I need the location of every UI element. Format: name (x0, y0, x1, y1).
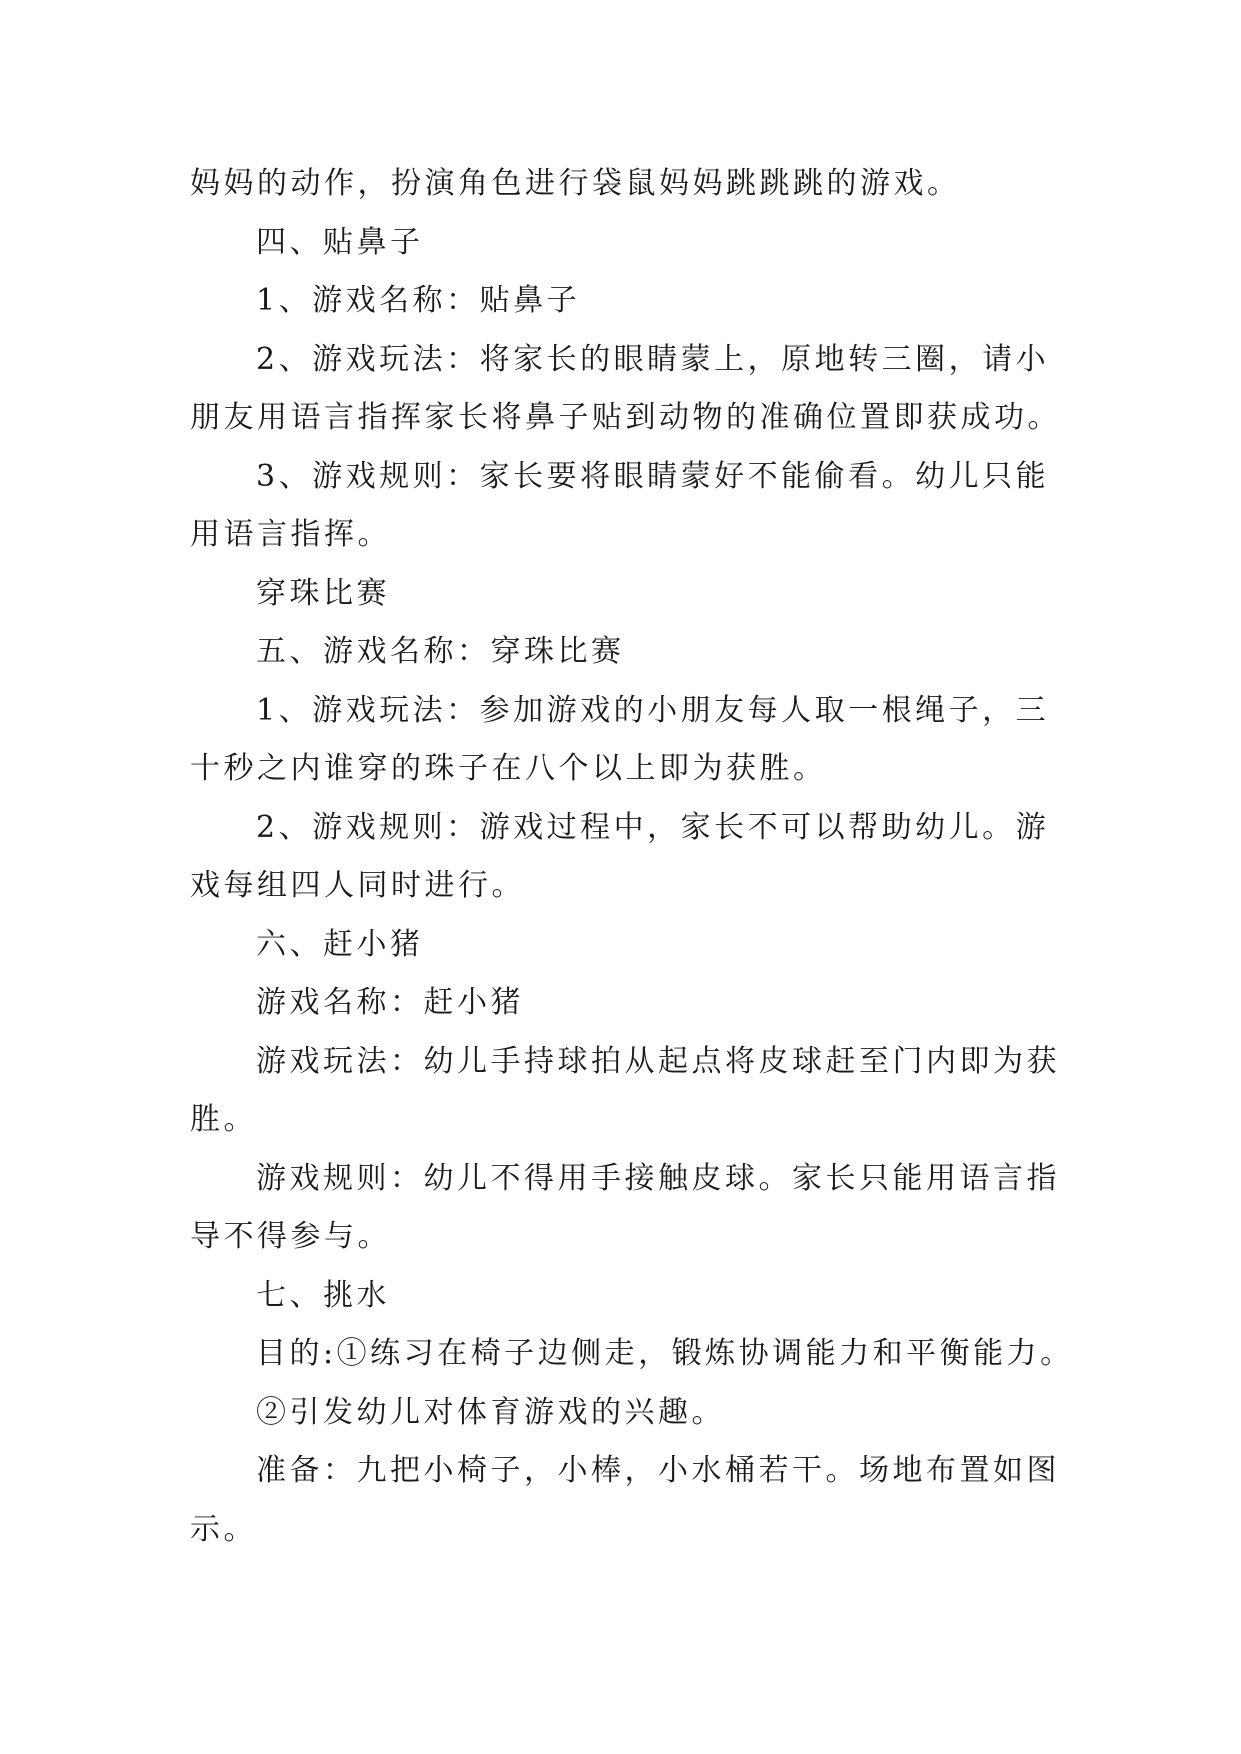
text-line: 五、游戏名称：穿珠比赛 (256, 634, 625, 669)
text-line: ②引发幼儿对体育游戏的兴趣。 (256, 1394, 725, 1430)
text-line: 2、游戏规则：游戏过程中，家长不可以帮助幼儿。游 (256, 809, 1050, 845)
document-body (190, 155, 1074, 1559)
text-line: 3、游戏规则：家长要将眼睛蒙好不能偷看。幼儿只能 (256, 458, 1050, 494)
text-line: 朋友用语言指挥家长将鼻子贴到动物的准确位置即获成功。 (190, 400, 1061, 435)
text-line: 六、赶小猪 (256, 926, 424, 962)
text-line: 游戏规则：幼儿不得用手接触皮球。家长只能用语言指 (256, 1160, 1060, 1196)
text-line: 目的:①练习在椅子边侧走，锻炼协调能力和平衡能力。 (256, 1336, 1074, 1371)
text-line: 胜。 (190, 1102, 257, 1137)
text-line: 导不得参与。 (190, 1219, 391, 1254)
text-line: 七、挑水 (256, 1277, 390, 1313)
text-line: 穿珠比赛 (256, 575, 390, 611)
text-line: 1、游戏玩法：参加游戏的小朋友每人取一根绳子，三 (256, 692, 1050, 728)
text-line: 妈妈的动作，扮演角色进行袋鼠妈妈跳跳跳的游戏。 (190, 166, 961, 201)
text-line: 戏每组四人同时进行。 (190, 868, 525, 903)
text-line: 游戏玩法：幼儿手持球拍从起点将皮球赶至门内即为获 (256, 1043, 1060, 1079)
text-line: 准备：九把小椅子，小棒，小水桶若干。场地布置如图 (256, 1453, 1060, 1488)
text-line: 十秒之内谁穿的珠子在八个以上即为获胜。 (190, 751, 827, 786)
text-line: 游戏名称：赶小猪 (256, 985, 524, 1020)
text-line: 四、贴鼻子 (256, 224, 424, 260)
text-line: 1、游戏名称：贴鼻子 (256, 283, 581, 318)
text-line: 用语言指挥。 (190, 517, 391, 552)
text-line: 示。 (190, 1511, 257, 1547)
text-line: 2、游戏玩法：将家长的眼睛蒙上，原地转三圈，请小 (256, 341, 1050, 377)
